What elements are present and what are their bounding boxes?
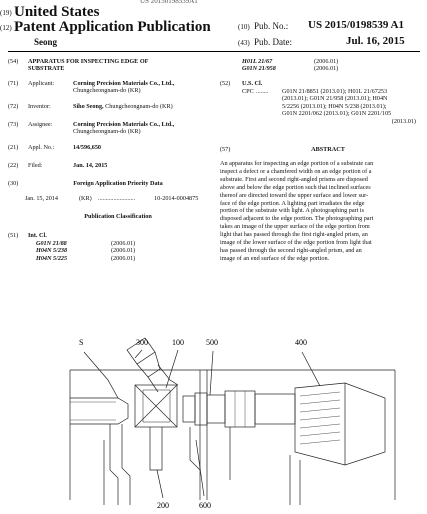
abstract-line: thereof are directed toward the upper surface and lower sur- [220, 191, 369, 199]
filed-date: Jan. 14, 2015 [73, 162, 108, 169]
field-71-code: (71) [8, 80, 19, 87]
lens-grooves [235, 391, 245, 427]
leader-400 [302, 352, 320, 386]
camera-support [290, 455, 300, 505]
field-30-code: (30) [8, 180, 19, 187]
cl-year: (2006.01) [314, 65, 339, 73]
cpc-line: G01N 21/8851 (2013.01); H01L 21/67253 [282, 88, 388, 95]
priority-date: Jan. 15, 2014 [25, 195, 58, 202]
abstract-line: image of an end surface of the edge portion. [220, 254, 330, 262]
prism-diagonals [135, 385, 177, 427]
leader-100 [166, 350, 178, 388]
prism-inner [143, 390, 170, 422]
prism-mount [150, 427, 162, 470]
abstract-line: substrate. First and second right-angled prisms are disposed [220, 175, 368, 183]
abstract-line: face of the edge portion. A lighting part irradiates the edge [220, 199, 365, 207]
lens-barrel [207, 395, 225, 423]
top-publication-number: US 20150198539A1 [140, 0, 198, 5]
label-600: 600 [199, 501, 211, 510]
field-22-code: (22) [8, 162, 19, 169]
applicant-name: Corning Precision Materials Co., Ltd., [73, 80, 175, 87]
priority-number: 10-2014-0004875 [154, 195, 199, 202]
lens-ring-1 [183, 396, 195, 422]
cpc-line: (2013.01) [391, 117, 416, 125]
leader-500 [210, 351, 213, 395]
assignee-location: Chungcheongnam-do (KR) [73, 128, 141, 135]
substrate-edge-lines [70, 402, 116, 420]
int-cl-code: G01N 21/88 [36, 240, 67, 247]
country-heading: United States [14, 4, 100, 20]
abstract-line: above and below the edge portion such that inclined surfaces [220, 183, 371, 191]
code-19: (19) [0, 9, 12, 17]
abstract-heading: ABSTRACT [311, 146, 345, 153]
abstract-line: An apparatus for inspecting an edge portion of a substrate can [220, 160, 374, 167]
field-51-code: (51) [8, 232, 19, 239]
field-54-code: (54) [8, 58, 19, 65]
title-line-1: APPARATUS FOR INSPECTING EDGE OF [28, 58, 149, 65]
field-57-code: (57) [220, 146, 231, 153]
priority-country: (KR) [79, 195, 92, 202]
abstract-line: has passed through the second right-angled prism, and an [220, 246, 362, 254]
cl-code: H01L 21/67 [242, 58, 273, 65]
int-cl-code: H04N 5/238 [36, 247, 68, 255]
assignee-name: Corning Precision Materials Co., Ltd., [73, 121, 175, 128]
pub-date-label: Pub. Date: [254, 37, 292, 47]
lens-tube [255, 394, 295, 424]
cpc-line: (2013.01); G01N 21/958 (2013.01); H04N [282, 95, 388, 103]
camera-fins [300, 392, 340, 444]
applicant-location: Chungcheongnam-do (KR) [73, 87, 141, 94]
filed-label: Filed: [28, 162, 43, 169]
field-72-code: (72) [8, 103, 19, 110]
inventor-location: Chungcheongnam-do (KR) [105, 103, 173, 110]
cpc-line: G01N 2201/062 (2013.01); G01N 2201/105 [282, 110, 392, 118]
label-s: S [79, 338, 84, 347]
abstract-line: image of the lower surface of the edge portion from light that [220, 239, 372, 247]
inventor-name: Siho Seong, [73, 103, 104, 110]
priority-dots: ........................ [98, 195, 136, 202]
assignee-label: Assignee: [28, 121, 53, 128]
leader-s [84, 352, 118, 398]
abstract-line: disposed adjacent to the edge portion. The photographing part [220, 215, 374, 223]
pub-no: US 2015/0198539 A1 [308, 19, 404, 31]
label-500: 500 [206, 338, 218, 347]
pub-date: Jul. 16, 2015 [346, 35, 405, 47]
publication-type-heading: Patent Application Publication [14, 19, 211, 35]
lens-support [190, 427, 230, 480]
us-cl-label: U.S. Cl. [242, 80, 263, 87]
lighting-part-side [137, 352, 160, 377]
title-line-2: SUBSTRATE [28, 65, 65, 72]
label-300: 300 [136, 338, 148, 347]
leader-200 [157, 470, 163, 498]
int-cl-year: (2006.01) [111, 254, 136, 262]
inventor-label: Inventor: [28, 103, 51, 110]
lens-ring-2 [195, 393, 207, 425]
field-52-code: (52) [220, 80, 231, 87]
cl-code: G01N 21/958 [242, 65, 276, 73]
abstract-line: light that has passed through the first right-angled prism, an [220, 231, 368, 239]
label-400: 400 [295, 338, 307, 347]
code-12: (12) [0, 24, 12, 32]
cpc-label: CPC [242, 88, 254, 95]
int-cl-label: Int. Cl. [28, 232, 47, 239]
field-73-code: (73) [8, 121, 19, 128]
leader-300 [135, 350, 142, 358]
int-cl-year: (2006.01) [111, 247, 136, 255]
cl-year: (2006.01) [314, 58, 339, 65]
foreign-priority-heading: Foreign Application Priority Data [73, 180, 163, 187]
cpc-dots: ........ [256, 88, 269, 95]
abstract-line: portion of the substrate with light. A photographing part is [220, 207, 365, 215]
code-43: (43) [238, 39, 250, 47]
publication-classification-heading: Publication Classification [84, 213, 152, 220]
cpc-line: 5/2256 (2013.01); H04N 5/238 (2013.01); [282, 102, 387, 110]
appl-no: 14/596,650 [73, 144, 102, 151]
applicant-label: Applicant: [28, 80, 55, 87]
label-200: 200 [157, 501, 169, 510]
abstract-line: inspect a defect or a chamfered width on an edge portion of a [220, 167, 372, 175]
housing-frame [70, 370, 395, 500]
appl-no-label: Appl. No.: [28, 144, 55, 151]
label-100: 100 [172, 338, 184, 347]
substrate-stand [110, 424, 130, 505]
pub-no-label: Pub. No.: [254, 21, 289, 31]
int-cl-code: H04N 5/225 [36, 254, 68, 262]
inventor-surname: Seong [34, 37, 58, 47]
abstract-line: takes an image of the upper surface of the edge portion from [220, 223, 370, 231]
int-cl-year: (2006.01) [111, 240, 136, 247]
code-10: (10) [238, 23, 250, 31]
field-21-code: (21) [8, 144, 19, 151]
lens-body [225, 391, 255, 427]
